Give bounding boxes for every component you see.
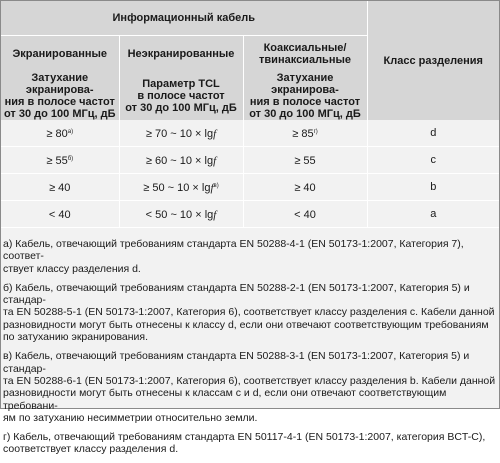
footnote-ref: г) [313,129,318,135]
cell-shielded: ≥ $80^{а)}$ [1,120,119,147]
cell-class: a [367,201,499,228]
header-col-shielded: Экранированные [1,36,119,73]
footnote-ref: а) [67,129,74,135]
footnote-a: а) Кабель, отвечающий требованиям стандарта EN 50288-4-1 (EN 50173-1:2007, Категория 7), соответ- ствует классу разделения d. [3,238,464,275]
header-group-title: Информационный кабель [1,1,367,36]
cell-coax: ≥ $85^{г)}$ [243,120,367,147]
cell-tcl: ≥ 50 ~ 10 × lgf$^{в)}$ [119,174,243,201]
header-col-coax: Коаксиальные/ твинаксиальные [243,36,367,73]
separation-class-table [1,1,499,228]
cell-coax: ≥ 55 [243,147,367,174]
cell-coax: < 40 [243,201,367,228]
header-param-shielded: Затухание экранирова- ния в полосе частот от 30 до 100 МГц, дБ [1,72,119,120]
cell-shielded: < 40 [1,201,119,228]
table-row [1,201,499,228]
cell-coax: ≥ 40 [243,174,367,201]
header-param-unshielded: Параметр TCL в полосе частот от 30 до 100 МГц, дБ [119,72,243,120]
cell-shielded: ≥ 40 [1,174,119,201]
footnote-c: в) Кабель, отвечающий требованиям стандарта EN 50288-3-1 (EN 50173-1:2007, Категория 5) и стандар- та EN 50288-6-1 (EN 50173-1:2007, Категория 6), соответствует классу разделения b. Кабели данной разновидности могут быть отнесены к классам с и d, если они отвечают соответствующим требовани- ям по затуханию несимметрии относительно земли. [3,350,496,424]
header-class-title: Класс разделения [367,1,499,120]
table-row [1,120,499,147]
cell-class: c [367,147,499,174]
footnote-b: б) Кабель, отвечающий требованиям стандарта EN 50288-2-1 (EN 50173-1:2007, Категория 5) и стандар- та EN 50288-5-1 (EN 50173-1:2007, Категория 6), соответствует классу разделения с. Кабели данной разновидности могут быть отнесены к классу d, если они отвечают соответствующим требованиям по затуханию экранирования. [3,281,495,344]
cell-shielded: ≥ $55^{б)}$ [1,147,119,174]
cell-class: d [367,120,499,147]
table-row [1,174,499,201]
cell-tcl: ≥ 70 ~ 10 × lgf [119,120,243,147]
cell-tcl: < 50 ~ 10 × lgf [119,201,243,228]
footnote-ref: б) [67,156,74,162]
footnote-d: г) Кабель, отвечающий требованиям стандарта EN 50117-4-1 (EN 50173-1:2007, категория BCT-C), соответствует классу разделения d. [3,431,486,456]
header-col-unshielded: Неэкранированные [119,36,243,73]
cell-class: b [367,174,499,201]
header-param-coax: Затухание экранирова- ния в полосе частот от 30 до 100 МГц, дБ [243,72,367,120]
footnotes [3,238,497,463]
footnote-ref: в) [213,183,219,189]
table-row [1,147,499,174]
cell-tcl: ≥ 60 ~ 10 × lgf [119,147,243,174]
